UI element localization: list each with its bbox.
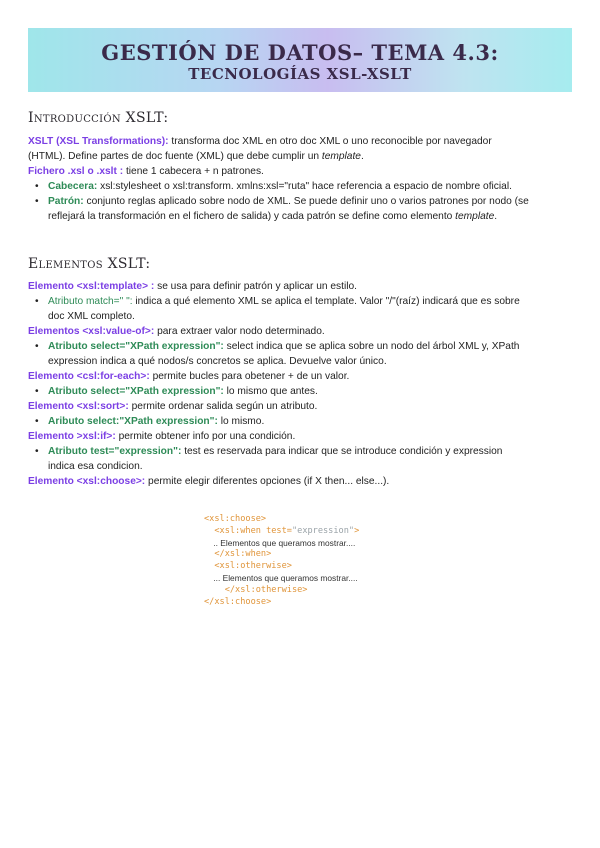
list-item-select3 [28,414,574,429]
file-definition [28,164,574,179]
select1-desc2: expression indica a qué nodos/s concretos se aplica. Devuelve valor único. [48,356,387,367]
sort-term: Elemento <xsl:sort>: [28,401,129,412]
patron-desc2-end: . [494,211,498,222]
file-desc: tiene 1 cabecera + n patrones. [123,166,264,177]
code-line: <xsl:otherwise> [204,561,292,572]
page-title: GESTIÓN DE DATOS– TEMA 4.3: [101,40,499,65]
choose-desc: permite elegir diferentes opciones (if X then... else...). [145,476,390,487]
select2-term: Atributo select="XPath expression": [48,386,224,397]
xslt-definition-cont [28,149,574,164]
list-item-select2 [28,384,574,399]
foreach-term: Elemento <csl:for-each>: [28,371,150,382]
match-term: Atributo match=" ": [48,296,133,307]
select2-desc: lo mismo que antes. [223,386,318,397]
choose-element [28,474,574,489]
page-subtitle: TECNOLOGÍAS XSL-XSLT [188,65,412,83]
select3-desc: lo mismo. [217,416,265,427]
if-element [28,429,574,444]
if-desc: permite obtener info por una condición. [115,431,296,442]
sort-element [28,399,574,414]
select3-term: Aributo select:"XPath expression": [48,416,218,427]
code-line: .. Elementos que queramos mostrar.... [204,537,356,548]
match-desc: indica a qué elemento XML se aplica el template. Valor "/"(raíz) indicará que es sobre [132,296,520,307]
xslt-definition [28,134,574,149]
select1-desc: select indica que se aplica sobre un nodo del árbol XML y, XPath [223,341,520,352]
test-desc2: indica esa condicion. [48,461,143,472]
list-item-cabecera [28,179,574,194]
xslt-desc2: (HTML). Define partes de doc fuente (XML) que debe cumplir un [28,151,322,162]
sort-desc: permite ordenar salida según un atributo. [128,401,318,412]
list-item-patron [28,194,574,224]
valueof-element [28,324,574,339]
file-term: Fichero .xsl o .xslt : [28,166,124,177]
patron-desc: conjunto reglas aplicado sobre nodo de XML. Se puede definir uno o varios patrones por nodo (se [83,196,529,207]
list-item-select1 [28,339,574,369]
title-banner [28,28,572,92]
valueof-desc: para extraer valor nodo determinado. [154,326,325,337]
code-line: ... Elementos que queramos mostrar.... [204,572,358,583]
template-desc: se usa para definir patrón y aplicar un estilo. [154,281,357,292]
template-term: Elemento <xsl:template> : [28,281,155,292]
test-term: Atributo test="expression": [48,446,182,457]
code-close-bracket: > [354,525,360,536]
cabecera-term: Cabecera: [48,181,98,192]
code-line: </xsl:choose> [204,596,272,607]
xslt-desc: transforma doc XML en otro doc XML o uno reconocible por navegador [168,136,492,147]
code-when-open: <xsl:when test= [204,525,292,536]
code-expression: "expression" [291,525,355,536]
template-element [28,279,574,294]
xslt-term: XSLT (XSL Transformations): [28,136,169,147]
match-desc2: doc XML completo. [48,311,135,322]
list-item-test [28,444,574,474]
xslt-desc2-end: . [360,151,364,162]
select1-term: Atributo select="XPath expression": [48,341,224,352]
if-term: Elemento >xsl:if>: [28,431,116,442]
patron-term: Patrón: [48,196,84,207]
choose-term: Elemento <xsl:choose>: [28,476,146,487]
elements-heading: Elementos XSLT: [28,256,151,272]
template-word: template [321,151,361,162]
code-line: <xsl:choose> [204,514,267,524]
code-line: </xsl:when> [204,549,272,560]
foreach-element [28,369,574,384]
intro-heading: Introducción XSLT: [28,110,169,126]
patron-desc2: reflejará la transformación en el fichero de salida) y cada patrón se define como elemento [48,211,456,222]
foreach-desc: permite bucles para obetener + de un valor. [149,371,350,382]
test-desc: test es reservada para indicar que se introduce condición y expression [181,446,503,457]
valueof-term: Elementos <xsl:value-of>: [28,326,155,337]
code-line: </xsl:otherwise> [204,584,308,595]
code-line [204,526,359,538]
intro-section [28,134,574,224]
template-word: template [455,211,495,222]
code-sample [204,514,359,608]
cabecera-desc: xsl:stylesheet o xsl:transform. xmlns:xsl="ruta" hace referencia a espacio de nombre oficial. [97,181,512,192]
list-item-match [28,294,574,324]
elements-section [28,279,574,489]
